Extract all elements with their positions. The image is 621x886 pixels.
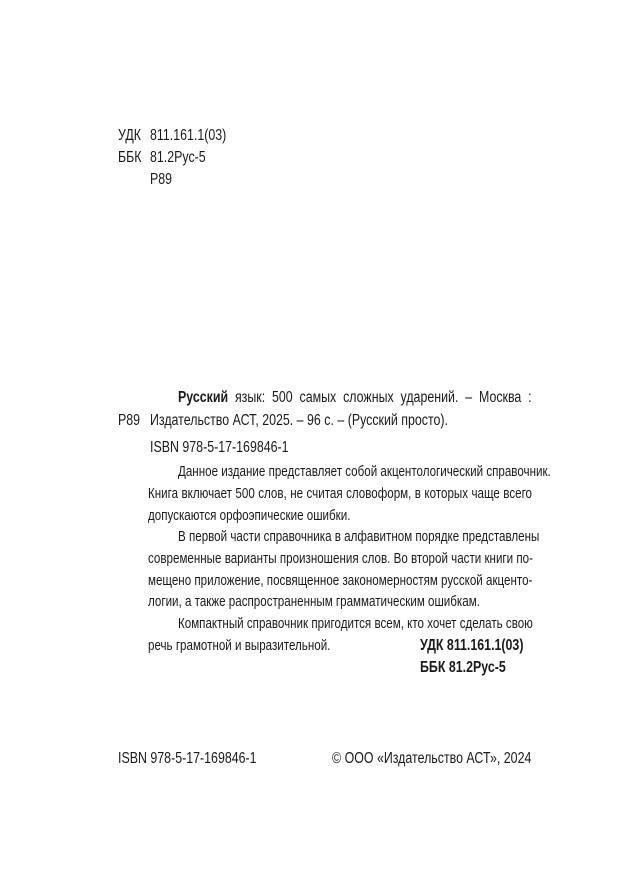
annotation-line: речь грамотной и выразительной. bbox=[148, 638, 331, 654]
annotation-line: Данное издание представляет собой акцентологический справочник. bbox=[178, 464, 551, 480]
annotation-line: Компактный справочник пригодится всем, кто хочет сделать свою bbox=[178, 616, 533, 632]
annotation-line: современные варианты произношения слов. Во второй части книги по- bbox=[148, 551, 533, 567]
record-title-line bbox=[178, 388, 532, 408]
isbn: ISBN 978-5-17-169846-1 bbox=[150, 439, 289, 456]
author-sign: Р89 bbox=[118, 412, 141, 429]
footer-isbn: ISBN 978-5-17-169846-1 bbox=[118, 750, 257, 767]
annotation-line: В первой части справочника в алфавитном порядке представлены bbox=[178, 529, 540, 545]
bbk-value: 81.2Рус-5 bbox=[150, 149, 206, 166]
record-title-rest: язык: 500 самых сложных ударений. – Москва : bbox=[228, 389, 532, 406]
author-sign-top: Р89 bbox=[150, 171, 173, 188]
udk-code-bold: УДК 811.161.1(03) bbox=[420, 637, 524, 654]
annotation-line: Книга включает 500 слов, не считая словоформ, в которых чаще всего bbox=[148, 486, 532, 502]
publisher-line: Издательство АСТ, 2025. – 96 с. – (Русский просто). bbox=[150, 412, 448, 429]
footer-copyright: © ООО «Издательство АСТ», 2024 bbox=[332, 750, 532, 767]
record-title-bold: Русский bbox=[178, 389, 229, 406]
annotation-line: мещено приложение, посвященное закономерностям русской акценто- bbox=[148, 573, 533, 589]
annotation-line: допускаются орфоэпические ошибки. bbox=[148, 508, 351, 524]
udk-label: УДК bbox=[118, 127, 141, 144]
annotation-line: логии, а также распространенным грамматическим ошибкам. bbox=[148, 594, 480, 610]
bbk-code-bold: ББК 81.2Рус-5 bbox=[420, 659, 506, 676]
udk-value: 811.161.1(03) bbox=[150, 127, 227, 144]
bbk-label: ББК bbox=[118, 149, 142, 166]
